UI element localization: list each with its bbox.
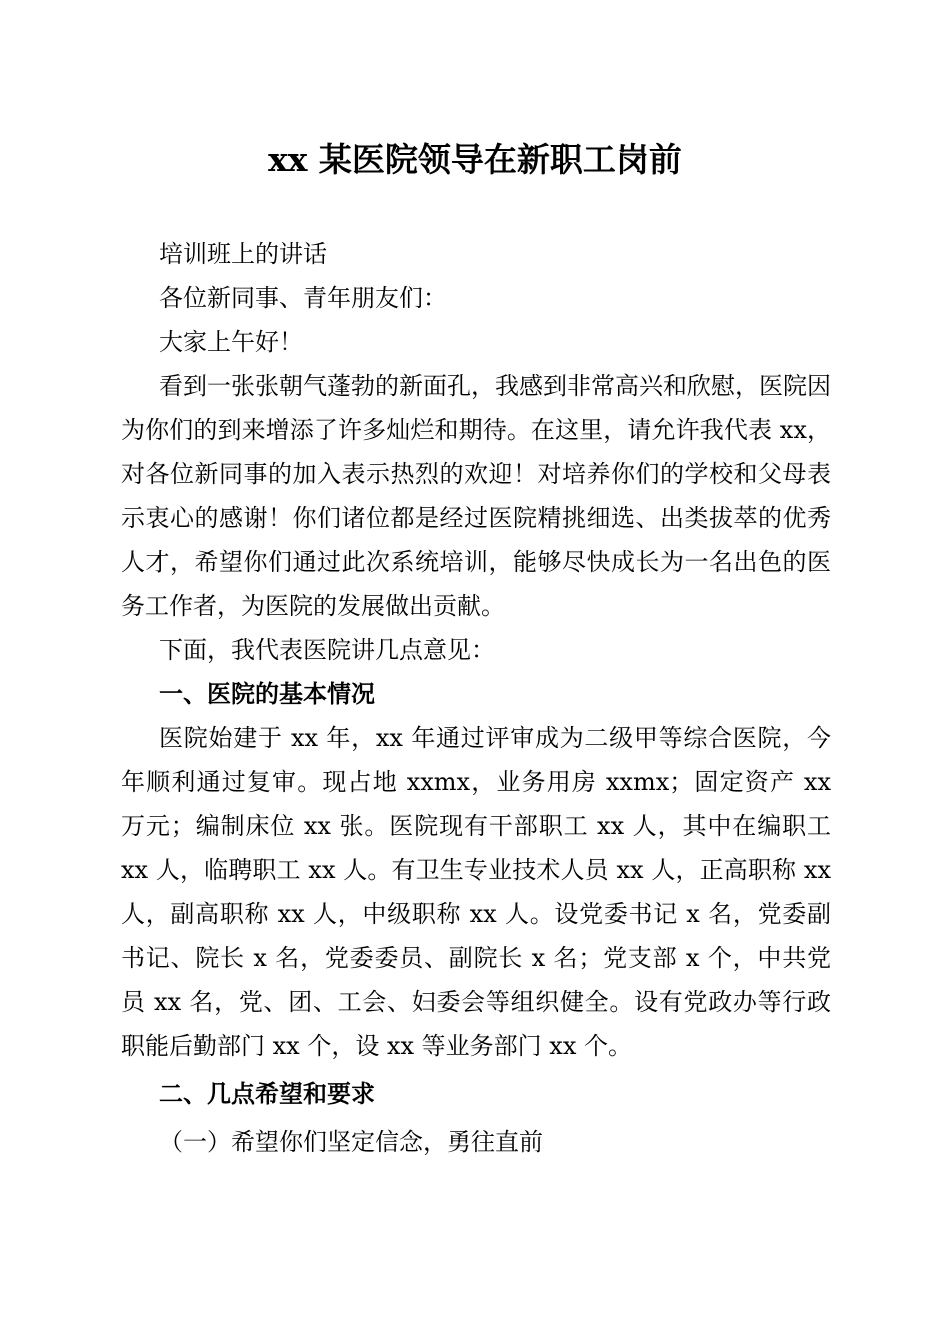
document-body [121, 232, 831, 1164]
section-heading-1: 一、医院的基本情况 [159, 680, 375, 708]
document-title: xx 某医院领导在新职工岗前 [268, 140, 682, 179]
paragraph-greeting: 大家上午好！ [159, 328, 303, 356]
paragraph-subtitle: 培训班上的讲话 [159, 240, 327, 268]
paragraph-salutation: 各位新同事、青年朋友们： [159, 284, 447, 312]
paragraph-hospital-info: 医院始建于 xx 年，xx 年通过评审成为二级甲等综合医院，今年顺利通过复审。现占地 xxmx，业务用房 xxmx；固定资产 xx 万元；编制床位 xx 张。医院现有干部职工 xx 人，其中在编职工 xx 人，临聘职工 xx 人。有卫生专业技术人员 xx 人，正高职称 xx 人，副高职称 xx 人，中级职称 xx 人。设党委书记 x 名，党委副书记、院长 x 名，党委委员、副院长 x 名；党支部 x 个，中共党员 xx 名，党、团、工会、妇委会等组织健全。设有党政办等行政职能后勤部门 xx 个，设 xx 等业务部门 xx 个。 [121, 724, 831, 1060]
section-heading-2: 二、几点希望和要求 [159, 1080, 375, 1108]
subsection-heading-1: （一）希望你们坚定信念，勇往直前 [159, 1128, 543, 1156]
paragraph-intro: 下面，我代表医院讲几点意见： [159, 636, 495, 664]
paragraph-welcome: 看到一张张朝气蓬勃的新面孔，我感到非常高兴和欣慰，医院因为你们的到来增添了许多灿烂和期待。在这里，请允许我代表 xx，对各位新同事的加入表示热烈的欢迎！对培养你们的学校和父母表示衷心的感谢！你们诸位都是经过医院精挑细选、出类拔萃的优秀人才，希望你们通过此次系统培训，能够尽快成长为一名出色的医务工作者，为医院的发展做出贡献。 [121, 372, 831, 620]
